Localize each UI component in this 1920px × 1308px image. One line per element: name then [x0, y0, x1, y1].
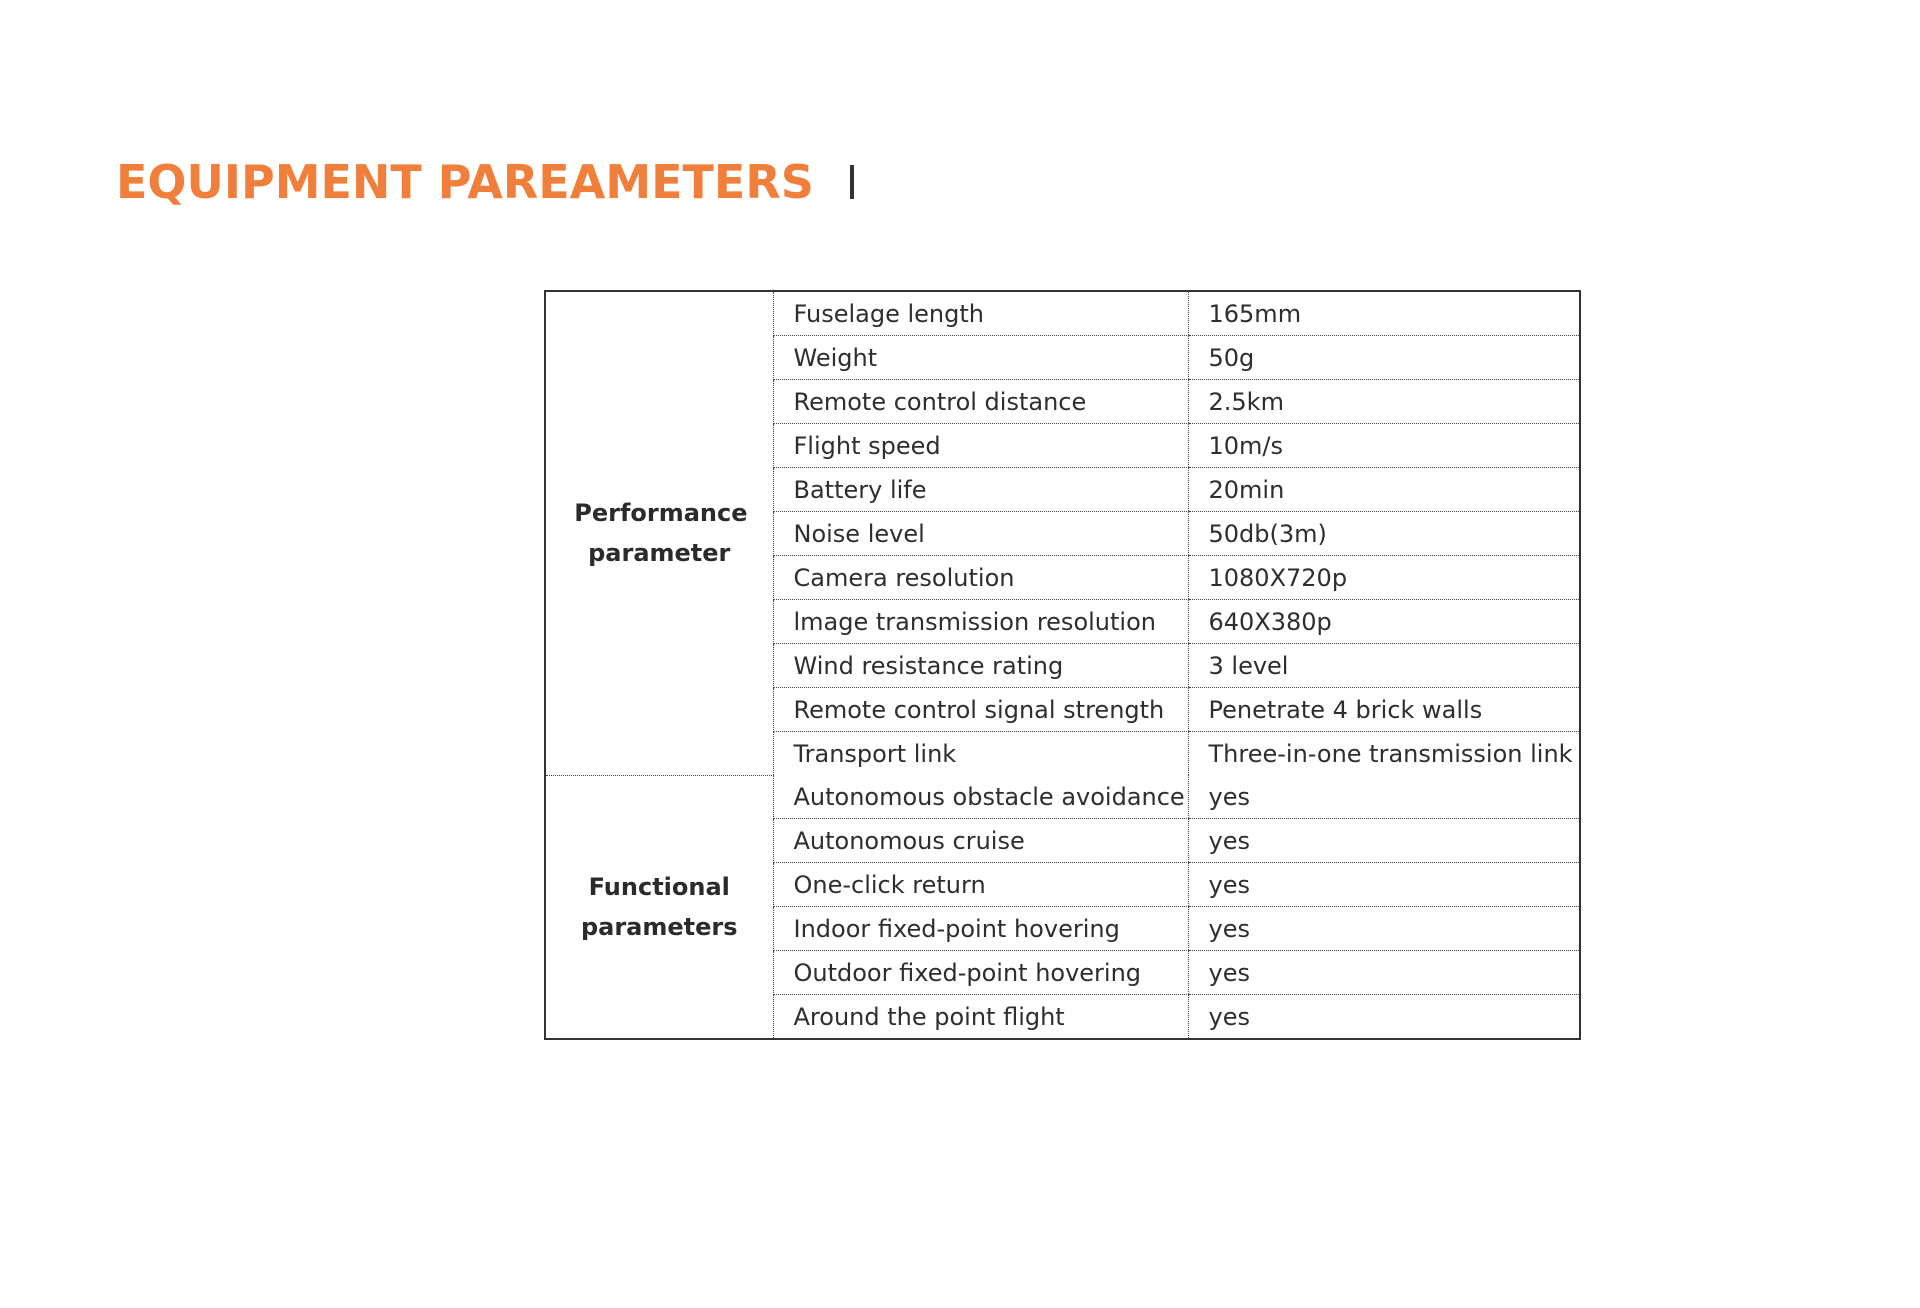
- group-label: Performance parameter: [574, 499, 748, 568]
- parameter-value: yes: [1188, 819, 1580, 863]
- group-label-cell: [545, 291, 773, 775]
- parameter-name: Transport link: [773, 732, 1188, 776]
- parameter-value: 640X380p: [1188, 600, 1580, 644]
- parameter-value: yes: [1188, 995, 1580, 1040]
- parameter-name: Around the point flight: [773, 995, 1188, 1040]
- parameter-name: Flight speed: [773, 424, 1188, 468]
- group-label-cell: [545, 775, 773, 1039]
- parameter-value: 50g: [1188, 336, 1580, 380]
- parameter-name: Autonomous obstacle avoidance: [773, 775, 1188, 819]
- parameter-group: [545, 775, 1580, 1039]
- parameter-name: Wind resistance rating: [773, 644, 1188, 688]
- parameter-group: [545, 291, 1580, 775]
- parameter-name: Autonomous cruise: [773, 819, 1188, 863]
- parameters-table: [544, 290, 1581, 1040]
- parameter-name: lmage transmission resolution: [773, 600, 1188, 644]
- title-divider: [850, 165, 854, 199]
- parameter-value: 165mm: [1188, 291, 1580, 336]
- table-row: [545, 291, 1580, 336]
- parameter-value: 50db(3m): [1188, 512, 1580, 556]
- parameter-name: Fuselage length: [773, 291, 1188, 336]
- parameter-value: yes: [1188, 775, 1580, 819]
- parameter-value: Three-in-one transmission link: [1188, 732, 1580, 776]
- parameter-name: Remote control distance: [773, 380, 1188, 424]
- parameter-name: Remote control signal strength: [773, 688, 1188, 732]
- parameter-name: One-click return: [773, 863, 1188, 907]
- parameter-value: 10m/s: [1188, 424, 1580, 468]
- parameter-value: yes: [1188, 863, 1580, 907]
- page-title: EQUIPMENT PAREAMETERS: [116, 155, 814, 209]
- parameter-value: 3 level: [1188, 644, 1580, 688]
- parameter-value: yes: [1188, 951, 1580, 995]
- parameter-name: Indoor fixed-point hovering: [773, 907, 1188, 951]
- parameter-name: Battery life: [773, 468, 1188, 512]
- parameter-name: Weight: [773, 336, 1188, 380]
- group-label: Functional parameters: [580, 872, 738, 941]
- parameter-name: Camera resolution: [773, 556, 1188, 600]
- parameter-value: 1080X720p: [1188, 556, 1580, 600]
- parameter-value: Penetrate 4 brick walls: [1188, 688, 1580, 732]
- parameter-value: 2.5km: [1188, 380, 1580, 424]
- table-row: [545, 775, 1580, 819]
- parameter-name: Noise level: [773, 512, 1188, 556]
- header: [116, 152, 854, 212]
- parameter-value: yes: [1188, 907, 1580, 951]
- parameter-value: 20min: [1188, 468, 1580, 512]
- parameter-name: Outdoor fixed-point hovering: [773, 951, 1188, 995]
